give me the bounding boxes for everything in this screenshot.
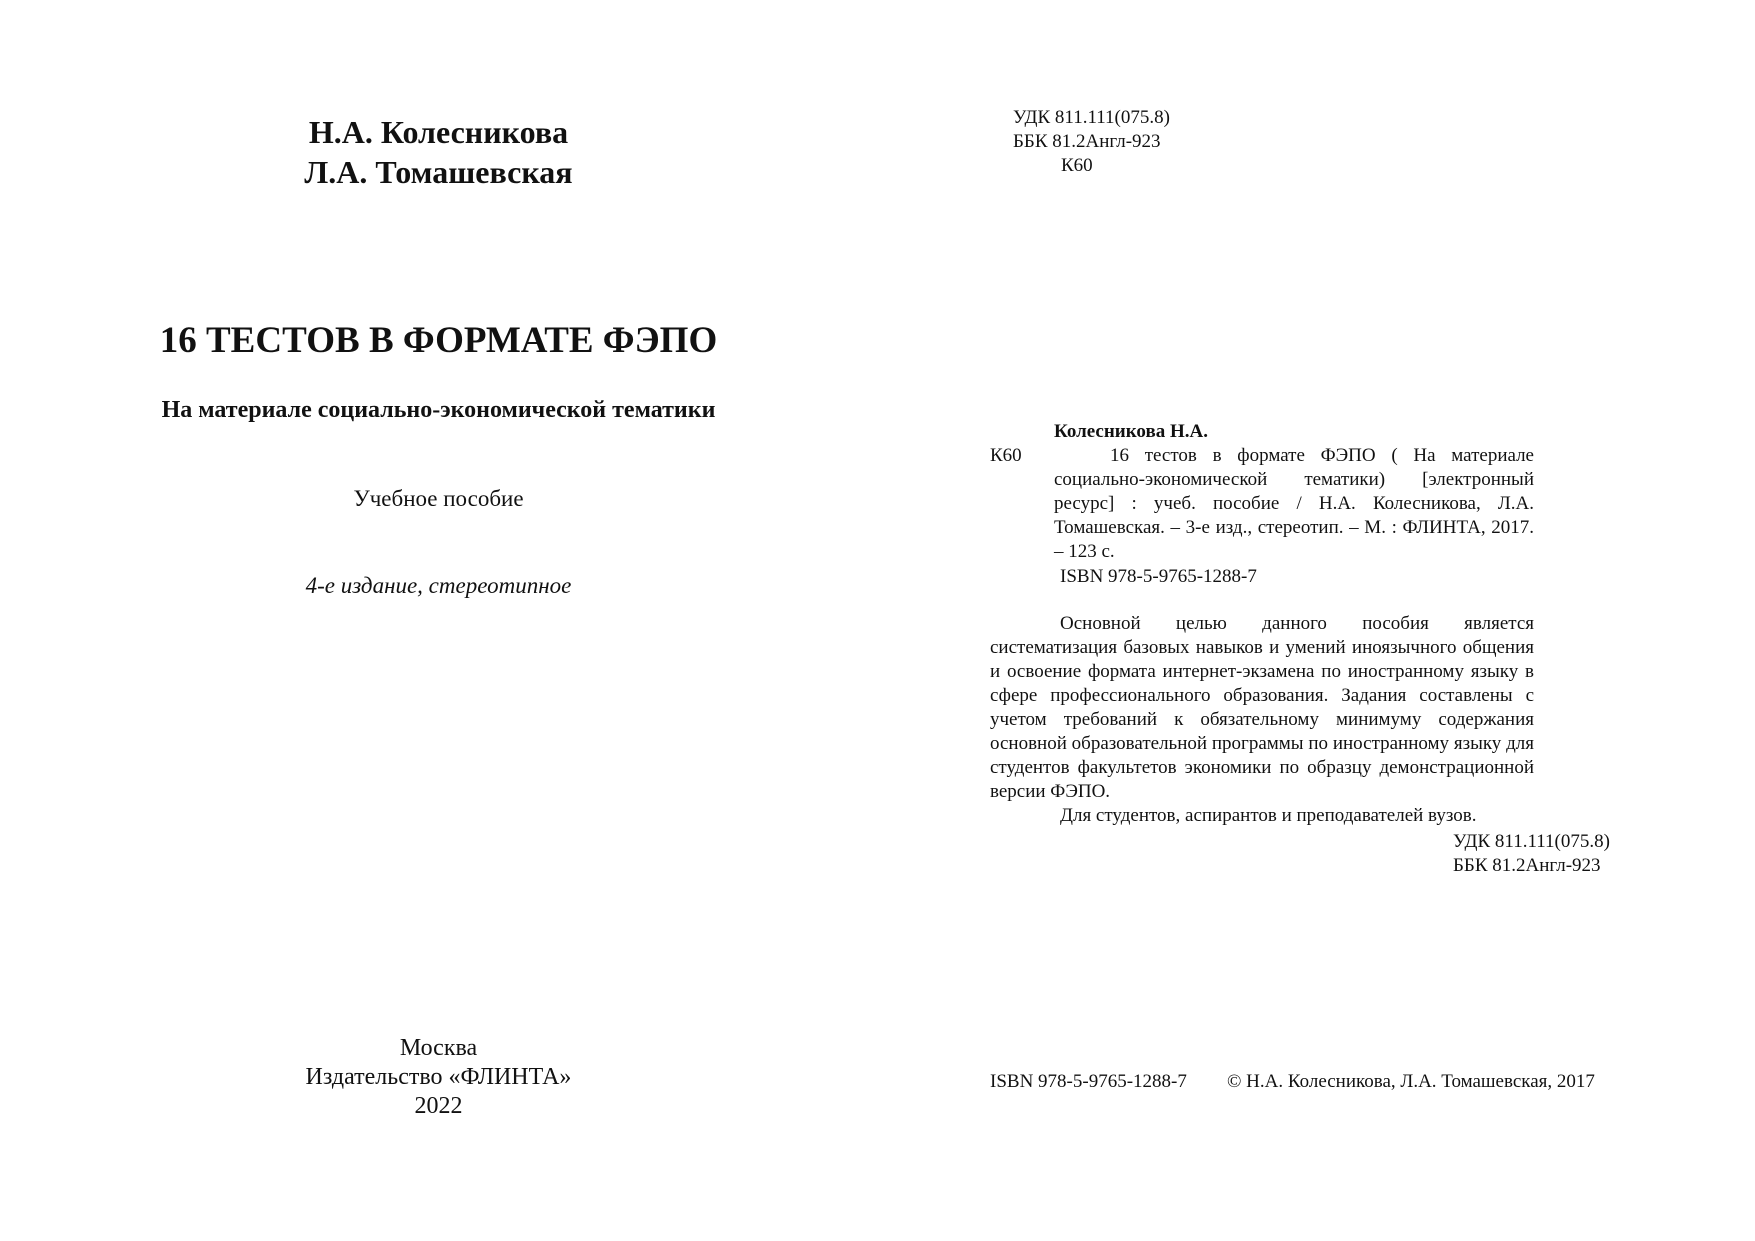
annotation-paragraph: Для студентов, аспирантов и преподавателей вузов. xyxy=(1060,805,1477,826)
authors-block xyxy=(0,112,877,192)
book-title: 16 ТЕСТОВ В ФОРМАТЕ ФЭПО xyxy=(159,320,718,361)
udk-code: УДК 811.111(075.8) xyxy=(1453,831,1610,852)
imprint-block xyxy=(0,1034,877,1121)
annotation-paragraph: Основной целью данного пособия является систематизация базовых навыков и умений иноязычного общения и освоение формата интернет-экзамена по иностранному языку в сфере профессионального образования. Задания составлены с учетом требований к обязательному минимуму содержания основной образовательной программы по иностранному языку для студентов факультетов экономики по образцу демонстрационной версии ФЭПО. xyxy=(990,613,1534,802)
author-name: Л.А. Томашевская xyxy=(304,154,573,190)
udk-code: УДК 811.111(075.8) xyxy=(1013,107,1170,128)
catalog-card-isbn: ISBN 978-5-9765-1288-7 xyxy=(1060,566,1257,587)
footer-isbn: ISBN 978-5-9765-1288-7 xyxy=(990,1071,1187,1092)
author-sign: К60 xyxy=(1061,155,1093,176)
catalog-card-code: К60 xyxy=(990,445,1022,466)
imprint-publisher: Издательство «ФЛИНТА» xyxy=(305,1064,572,1090)
author-name: Н.А. Колесникова xyxy=(308,114,569,150)
book-type: Учебное пособие xyxy=(353,486,524,511)
edition-note: 4-е издание, стереотипное xyxy=(305,573,572,598)
classification-codes-top xyxy=(1013,106,1170,178)
imprint-city: Москва xyxy=(399,1035,478,1061)
footer-copyright: © Н.А. Колесникова, Л.А. Томашевская, 2017 xyxy=(1227,1071,1595,1092)
catalog-card-author: Колесникова Н.А. xyxy=(1054,421,1208,442)
bbk-code: ББК 81.2Англ-923 xyxy=(1013,131,1161,152)
bbk-code: ББК 81.2Англ-923 xyxy=(1453,855,1601,876)
classification-codes-bottom xyxy=(1453,830,1610,878)
title-page xyxy=(0,0,877,1241)
copyright-page xyxy=(877,0,1755,1241)
annotation xyxy=(990,612,1534,828)
imprint-year: 2022 xyxy=(414,1093,463,1119)
book-subtitle: На материале социально-экономической тематики xyxy=(161,397,716,423)
catalog-card-description: 16 тестов в формате ФЭПО ( На материале социально-экономической тематики) [электронный ресурс] : учеб. пособие / Н.А. Колесникова, Л.А. Томашевская. – 3-е изд., стереотип. – М. : ФЛИНТА, 2017. – 123 с. xyxy=(1054,445,1534,562)
